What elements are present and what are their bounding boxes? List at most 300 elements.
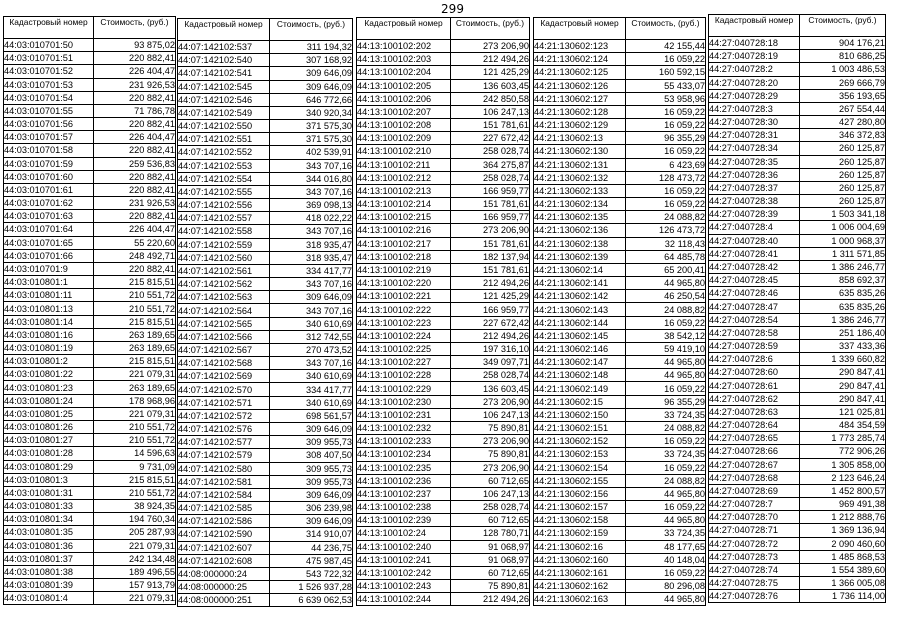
cost-value: 270 473,52 [270,343,353,356]
cost-value: 290 847,41 [800,392,886,405]
cadastral-number: 44:07:142102:572 [178,409,270,422]
cadastral-number: 44:27:040728:65 [709,432,800,445]
cadastral-number: 44:27:040728:74 [709,563,800,576]
cost-value: 212 494,26 [451,593,530,606]
cost-value: 311 194,32 [270,41,353,54]
table-row [357,66,530,79]
cadastral-number: 44:13:100102:233 [357,435,451,448]
cost-value: 33 724,35 [626,448,706,461]
cadastral-number: 44:07:142102:546 [178,93,270,106]
cost-value: 44 965,80 [626,487,706,500]
table-row [178,475,353,488]
cadastral-number: 44:21:130602:143 [534,303,626,316]
cost-value: 258 028,74 [451,501,530,514]
table-row [4,381,176,394]
table-row [709,287,886,300]
cost-value: 260 125,87 [800,168,886,181]
cadastral-number: 44:21:130602:149 [534,382,626,395]
cadastral-number: 44:03:010701:65 [4,236,94,249]
registry-table-2 [177,18,353,607]
cost-value: 44 965,80 [626,356,706,369]
cost-value: 220 882,41 [94,118,176,131]
cadastral-number: 44:27:040728:41 [709,247,800,260]
table-row [357,329,530,342]
cost-value: 309 955,73 [270,436,353,449]
cadastral-number: 44:27:040728:7 [709,498,800,511]
header-cadastral-number: Кадастровый номер [709,15,800,37]
cadastral-number: 44:03:010801:11 [4,289,94,302]
table-row [709,590,886,603]
cadastral-number: 44:27:040728:2 [709,63,800,76]
registry-table-1 [3,16,176,605]
table-row [4,420,176,433]
table-row [357,171,530,184]
cadastral-number: 44:21:130602:129 [534,119,626,132]
cost-value: 263 189,65 [94,341,176,354]
table-row [534,79,706,92]
table-row [178,80,353,93]
table-row [534,92,706,105]
cadastral-number: 44:07:142102:568 [178,357,270,370]
table-row [357,277,530,290]
cost-value: 38 924,35 [94,500,176,513]
cost-value: 220 882,41 [94,170,176,183]
cost-value: 16 059,22 [626,382,706,395]
cost-value: 248 492,71 [94,249,176,262]
cadastral-number: 44:13:100102:203 [357,53,451,66]
table-row [534,171,706,184]
cost-value: 309 646,09 [270,80,353,93]
cadastral-number: 44:27:040728:63 [709,405,800,418]
cost-value: 121 025,81 [800,405,886,418]
cadastral-number: 44:21:130602:147 [534,356,626,369]
table-row [357,79,530,92]
cost-value: 32 118,43 [626,237,706,250]
cost-value: 242 850,58 [451,92,530,105]
table-row [709,577,886,590]
cadastral-number: 44:13:100102:214 [357,198,451,211]
table-row [709,300,886,313]
cadastral-number: 44:07:142102:571 [178,396,270,409]
cost-value: 44 965,80 [626,277,706,290]
header-cadastral-number: Кадастровый номер [534,18,626,40]
cadastral-number: 44:03:010801:31 [4,486,94,499]
cost-value: 212 494,26 [451,53,530,66]
table-row [709,195,886,208]
cadastral-number: 44:07:142102:579 [178,449,270,462]
cost-value: 258 028,74 [451,369,530,382]
cadastral-number: 44:13:100102:241 [357,553,451,566]
table-row [4,65,176,78]
table-row [178,409,353,422]
cadastral-number: 44:03:010801:24 [4,394,94,407]
table-row [534,501,706,514]
cadastral-number: 44:13:100102:238 [357,501,451,514]
table-row [4,118,176,131]
cadastral-number: 44:03:010701:66 [4,249,94,262]
cost-value: 96 355,29 [626,395,706,408]
table-row [4,394,176,407]
cadastral-number: 44:13:100102:235 [357,461,451,474]
cost-value: 166 959,77 [451,211,530,224]
table-row [4,473,176,486]
table-row [709,379,886,392]
table-row [709,208,886,221]
cost-value: 38 542,12 [626,329,706,342]
cadastral-number: 44:27:040728:37 [709,181,800,194]
table-row [178,225,353,238]
cadastral-number: 44:13:100102:236 [357,474,451,487]
cost-value: 344 016,80 [270,172,353,185]
cost-value: 263 189,65 [94,381,176,394]
table-row [4,539,176,552]
cost-value: 260 125,87 [800,195,886,208]
cost-value: 1 452 800,57 [800,484,886,497]
table-row [357,408,530,421]
cadastral-number: 44:03:010801:34 [4,513,94,526]
header-cost: Стоимость, (руб.) [270,19,353,41]
cadastral-number: 44:07:142102:608 [178,554,270,567]
table-row [4,262,176,275]
cadastral-number: 44:03:010801:37 [4,552,94,565]
cadastral-number: 44:03:010701:55 [4,104,94,117]
cadastral-number: 44:07:142102:557 [178,212,270,225]
cadastral-number: 44:07:142102:576 [178,422,270,435]
table-row [357,514,530,527]
cost-value: 646 772,66 [270,93,353,106]
header-cost: Стоимость, (руб.) [94,17,176,39]
cadastral-number: 44:03:010801:2 [4,355,94,368]
cadastral-number: 44:27:040728:34 [709,142,800,155]
cadastral-number: 44:03:010801:19 [4,341,94,354]
cadastral-number: 44:07:142102:577 [178,436,270,449]
cost-value: 166 959,77 [451,184,530,197]
table-row [178,304,353,317]
cadastral-number: 44:03:010701:50 [4,39,94,52]
cadastral-number: 44:03:010801:26 [4,420,94,433]
cadastral-number: 44:13:100102:225 [357,342,451,355]
cadastral-number: 44:13:100102:216 [357,224,451,237]
cost-value: 151 781,61 [451,119,530,132]
cost-value: 16 059,22 [626,145,706,158]
cadastral-number: 44:21:130602:159 [534,527,626,540]
cadastral-number: 44:21:130602:157 [534,501,626,514]
cost-value: 71 786,78 [94,104,176,117]
cost-value: 418 022,22 [270,212,353,225]
table-row [709,168,886,181]
cost-value: 251 186,40 [800,326,886,339]
table-row [357,382,530,395]
cost-value: 220 882,41 [94,52,176,65]
cadastral-number: 44:03:010801:36 [4,539,94,552]
cost-value: 2 090 460,60 [800,537,886,550]
table-row [4,183,176,196]
cost-value: 106 247,13 [451,105,530,118]
cost-value: 273 206,90 [451,461,530,474]
cost-value: 182 137,94 [451,250,530,263]
cost-value: 6 639 062,53 [270,594,353,607]
cost-value: 75 890,81 [451,580,530,593]
cadastral-number: 44:21:130602:141 [534,277,626,290]
cadastral-number: 44:27:040728:67 [709,458,800,471]
cost-value: 1 386 246,77 [800,260,886,273]
cadastral-number: 44:21:130602:152 [534,435,626,448]
cadastral-number: 44:07:142102:565 [178,317,270,330]
table-row [4,592,176,605]
cost-value: 273 206,90 [451,224,530,237]
table-row [178,343,353,356]
cadastral-number: 44:21:130602:133 [534,184,626,197]
table-row [534,382,706,395]
table-row [534,435,706,448]
table-row [4,434,176,447]
table-row [709,37,886,50]
table-row [534,356,706,369]
cadastral-number: 44:03:010701:52 [4,65,94,78]
cost-value: 9 731,09 [94,460,176,473]
cost-value: 226 404,47 [94,131,176,144]
cadastral-number: 44:07:142102:550 [178,120,270,133]
table-row [4,355,176,368]
cost-value: 635 835,26 [800,287,886,300]
cost-value: 258 028,74 [451,145,530,158]
table-row [709,260,886,273]
cost-value: 309 646,09 [270,515,353,528]
cost-value: 314 910,07 [270,528,353,541]
cadastral-number: 44:13:100102:230 [357,395,451,408]
cadastral-number: 44:21:130602:162 [534,580,626,593]
table-row [357,105,530,118]
table-row [178,567,353,580]
cost-value: 215 815,51 [94,355,176,368]
cost-value: 1 503 341,18 [800,208,886,221]
table-row [178,436,353,449]
table-row [534,421,706,434]
cost-value: 309 646,09 [270,67,353,80]
cost-value: 33 724,35 [626,408,706,421]
table-row [357,119,530,132]
cost-value: 334 417,77 [270,264,353,277]
cost-value: 106 247,13 [451,408,530,421]
cost-value: 543 722,32 [270,567,353,580]
cadastral-number: 44:13:100102:215 [357,211,451,224]
cost-value: 307 168,92 [270,54,353,67]
cost-value: 242 134,48 [94,552,176,565]
cost-value: 340 610,69 [270,396,353,409]
cadastral-number: 44:13:100102:239 [357,514,451,527]
cost-value: 24 088,82 [626,211,706,224]
cadastral-number: 44:27:040728:40 [709,234,800,247]
cadastral-number: 44:07:142102:586 [178,515,270,528]
cadastral-number: 44:07:142102:562 [178,278,270,291]
table-row [709,366,886,379]
cadastral-number: 44:07:142102:559 [178,238,270,251]
cost-value: 904 176,21 [800,37,886,50]
cadastral-number: 44:07:142102:558 [178,225,270,238]
cost-value: 210 551,72 [94,486,176,499]
table-row [534,553,706,566]
cost-value: 260 125,87 [800,155,886,168]
cadastral-number: 44:07:142102:584 [178,488,270,501]
cadastral-number: 44:03:010701:64 [4,223,94,236]
cadastral-number: 44:03:010801:38 [4,565,94,578]
table-row [4,39,176,52]
cost-value: 227 672,42 [451,316,530,329]
table-row [709,353,886,366]
table-row [4,447,176,460]
table-row [357,145,530,158]
cost-value: 969 491,38 [800,498,886,511]
cost-value: 166 959,77 [451,303,530,316]
cadastral-number: 44:13:100102:222 [357,303,451,316]
table-row [357,184,530,197]
cadastral-number: 44:03:010701:61 [4,183,94,196]
cadastral-number: 44:13:100102:204 [357,66,451,79]
table-row [357,540,530,553]
cost-value: 16 059,22 [626,435,706,448]
cadastral-number: 44:27:040728:35 [709,155,800,168]
cost-value: 337 433,36 [800,339,886,352]
cost-value: 2 123 646,24 [800,471,886,484]
cadastral-number: 44:13:100102:237 [357,487,451,500]
cost-value: 290 847,41 [800,379,886,392]
cost-value: 318 935,47 [270,238,353,251]
table-row [534,237,706,250]
cadastral-number: 44:03:010801:28 [4,447,94,460]
table-row [534,303,706,316]
registry-table-4 [533,17,706,606]
cadastral-number: 44:21:130602:123 [534,40,626,53]
cadastral-number: 44:13:100102:213 [357,184,451,197]
cost-value: 343 707,16 [270,304,353,317]
table-row [4,52,176,65]
table-row [534,263,706,276]
cadastral-number: 44:13:100102:220 [357,277,451,290]
cadastral-number: 44:21:130602:128 [534,105,626,118]
cadastral-number: 44:27:040728:64 [709,418,800,431]
table-row [534,369,706,382]
table-row [178,317,353,330]
table-row [4,552,176,565]
table-row [709,550,886,563]
cadastral-number: 44:27:040728:72 [709,537,800,550]
table-row [4,486,176,499]
cadastral-number: 44:27:040728:70 [709,511,800,524]
cadastral-number: 44:27:040728:68 [709,471,800,484]
cost-value: 14 596,63 [94,447,176,460]
cadastral-number: 44:03:010701:56 [4,118,94,131]
cadastral-number: 44:03:010801:33 [4,500,94,513]
cost-value: 1 526 937,28 [270,581,353,594]
cost-value: 231 926,53 [94,197,176,210]
table-row [709,155,886,168]
table-row [178,146,353,159]
table-row [4,104,176,117]
cadastral-number: 44:07:142102:585 [178,502,270,515]
cadastral-number: 44:13:100102:219 [357,263,451,276]
cadastral-number: 44:27:040728:46 [709,287,800,300]
table-row [178,502,353,515]
cost-value: 635 835,26 [800,300,886,313]
table-row [178,462,353,475]
cost-value: 1 485 868,53 [800,550,886,563]
cost-value: 121 425,29 [451,66,530,79]
cadastral-number: 44:27:040728:19 [709,50,800,63]
cadastral-number: 44:07:142102:567 [178,343,270,356]
table-row [178,199,353,212]
cadastral-number: 44:27:040728:59 [709,339,800,352]
table-row [357,92,530,105]
table-row [4,579,176,592]
cadastral-number: 44:13:100102:242 [357,566,451,579]
table-row [357,53,530,66]
cost-value: 258 028,74 [451,171,530,184]
table-row [534,474,706,487]
cost-value: 212 494,26 [451,329,530,342]
cost-value: 55 220,60 [94,236,176,249]
table-row [357,421,530,434]
cadastral-number: 44:13:100102:228 [357,369,451,382]
table-row [534,290,706,303]
table-row [178,370,353,383]
table-row [4,144,176,157]
table-row [709,63,886,76]
table-row [709,484,886,497]
cadastral-number: 44:27:040728:31 [709,129,800,142]
cadastral-number: 44:21:130602:161 [534,566,626,579]
table-row [709,498,886,511]
cost-value: 33 724,35 [626,527,706,540]
table-row [178,120,353,133]
cadastral-number: 44:21:130602:150 [534,408,626,421]
cost-value: 309 955,73 [270,462,353,475]
cadastral-number: 44:21:130602:124 [534,53,626,66]
cadastral-number: 44:27:040728:71 [709,524,800,537]
table-row [4,407,176,420]
cost-value: 220 882,41 [94,91,176,104]
table-row [357,487,530,500]
table-row [357,342,530,355]
cost-value: 1 773 285,74 [800,432,886,445]
cost-value: 44 236,75 [270,541,353,554]
table-row [534,66,706,79]
cost-value: 343 707,16 [270,159,353,172]
cost-value: 16 059,22 [626,105,706,118]
cost-value: 91 068,97 [451,553,530,566]
cost-value: 210 551,72 [94,434,176,447]
cadastral-number: 44:03:010801:29 [4,460,94,473]
cadastral-number: 44:13:100102:218 [357,250,451,263]
cost-value: 55 433,07 [626,79,706,92]
cost-value: 371 575,30 [270,133,353,146]
cadastral-number: 44:03:010801:4 [4,592,94,605]
cadastral-number: 44:07:142102:570 [178,383,270,396]
cadastral-number: 44:27:040728:20 [709,76,800,89]
cadastral-number: 44:03:010701:53 [4,78,94,91]
table-row [709,129,886,142]
table-row [4,210,176,223]
cadastral-number: 44:27:040728:4 [709,221,800,234]
table-row [709,418,886,431]
table-row [178,264,353,277]
cadastral-number: 44:21:130602:163 [534,593,626,606]
table-row [357,237,530,250]
cost-value: 273 206,90 [451,395,530,408]
cost-value: 1 000 968,37 [800,234,886,247]
cost-value: 16 059,22 [626,566,706,579]
cadastral-number: 44:21:130602:153 [534,448,626,461]
cost-value: 189 496,55 [94,565,176,578]
